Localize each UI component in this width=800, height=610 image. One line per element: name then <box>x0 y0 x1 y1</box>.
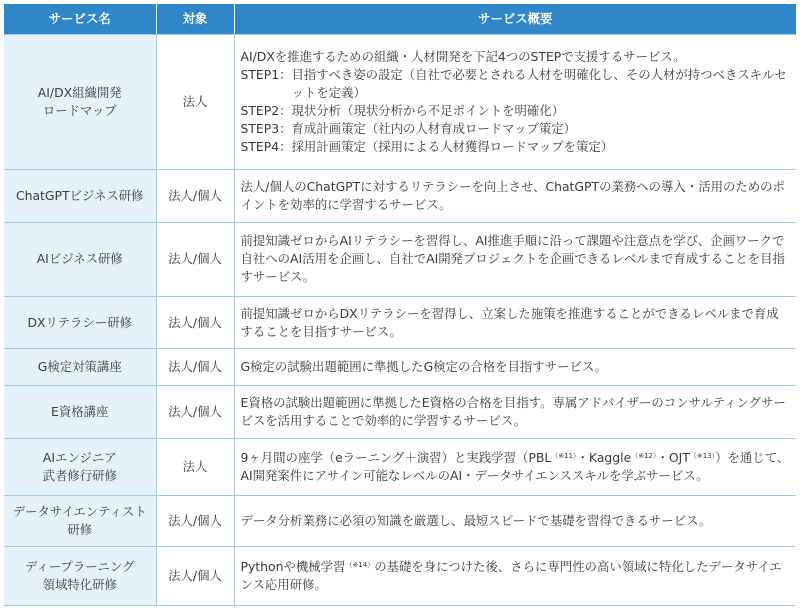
step-item <box>241 102 791 120</box>
summary-fragment: ）を通じて、AI開発案件にアサイン可能なレベルのAI・データサイエンススキルを学ぶサービス。 <box>240 450 790 484</box>
footnote-marker: （※11） <box>551 452 577 461</box>
service-name-cell <box>4 386 156 439</box>
table-row <box>4 223 796 296</box>
service-name: DXリテラシー研修 <box>27 314 132 330</box>
step-label: STEP4： <box>240 139 292 155</box>
service-name-cell <box>4 546 156 605</box>
table-row <box>4 386 796 439</box>
step-text: 現状分析（現状分析から不足ポイントを明確化） <box>291 103 565 119</box>
step-text: 採用計画策定（採用による人材獲得ロードマップを策定） <box>291 139 614 155</box>
step-item <box>241 138 791 156</box>
summary-cell: G検定の試験出題範囲に準拠したG検定の合格を目指すサービス。 <box>234 349 796 386</box>
header-service-summary: サービス概要 <box>234 4 796 35</box>
summary-cell: 前提知識ゼロからAIリテラシーを習得し、AI推進手順に沿って課題や注意点を学び、企画ワークで自社へのAI活用を企画し、自社でAI開発プロジェクトを企画できるレベルまで育成することを目指すサービス。 <box>234 223 796 296</box>
service-name-cell <box>4 170 156 223</box>
footnote-marker: （※12） <box>631 452 657 461</box>
step-text: 育成計画策定（社内の人材育成ロードマップ策定） <box>291 121 577 137</box>
service-name: データサイエンティスト <box>12 503 147 519</box>
service-name: 領域特化研修 <box>42 576 117 592</box>
header-target: 対象 <box>156 4 234 35</box>
target-cell: 法人/個人 <box>156 386 234 439</box>
step-label: STEP2： <box>240 103 292 119</box>
service-name: G検定対策講座 <box>37 359 122 375</box>
summary-intro: AI/DXを推進するための組織・人材開発を下記4つのSTEPで支援するサービス。 <box>240 49 686 65</box>
table-row <box>4 170 796 223</box>
footnote-marker: （※13） <box>689 452 716 461</box>
summary-text <box>241 559 782 592</box>
footnote-marker: （※14） <box>345 560 375 569</box>
service-name: ChatGPTビジネス研修 <box>15 188 144 204</box>
target-cell: 法人 <box>156 439 234 496</box>
table-row <box>4 35 796 170</box>
table-row <box>4 546 796 605</box>
header-service-name: サービス名 <box>4 4 156 35</box>
summary-cell: 法人/個人のChatGPTに対するリテラシーを向上させ、ChatGPTの業務への導入・活用のためのポイントを効率的に学習するサービス。 <box>234 170 796 223</box>
summary-fragment: 9ヶ月間の座学（eラーニング＋演習）と実践学習（PBL <box>240 450 552 466</box>
summary-cell: E資格の試験出題範囲に準拠したE資格の合格を目指す。専属アドバイザーのコンサルティングサービスを活用することで効率的に学習するサービス。 <box>234 386 796 439</box>
summary-fragment: ・Kaggle <box>576 450 632 466</box>
target-cell: 法人/個人 <box>156 296 234 349</box>
step-item <box>241 66 791 102</box>
target-cell: 法人/個人 <box>156 223 234 296</box>
service-name: AIビジネス研修 <box>36 251 123 267</box>
summary-fragment: の基礎を身につけた後、さらに専門性の高い領域に特化したデータサイエンス応用研修。 <box>240 558 782 592</box>
target-cell: 法人/個人 <box>156 546 234 605</box>
service-name-cell <box>4 35 156 170</box>
step-item <box>241 120 791 138</box>
service-name: AIエンジニア <box>42 450 117 466</box>
table-header-row <box>4 4 796 35</box>
summary-cell <box>234 546 796 605</box>
table-row <box>4 496 796 547</box>
target-cell: 法人/個人 <box>156 349 234 386</box>
service-table <box>4 4 796 606</box>
service-name-cell <box>4 439 156 496</box>
service-name: AI/DX組織開発 <box>37 85 122 101</box>
table-row <box>4 296 796 349</box>
service-name: E資格講座 <box>51 404 109 420</box>
summary-fragment: Pythonや機械学習 <box>240 558 346 574</box>
target-cell: 法人 <box>156 35 234 170</box>
service-name: ディープラーニング <box>24 558 135 574</box>
service-name-cell <box>4 296 156 349</box>
service-name-cell <box>4 223 156 296</box>
summary-fragment: ・OJT <box>656 450 690 466</box>
service-name: 研修 <box>67 521 93 537</box>
target-cell: 法人/個人 <box>156 496 234 547</box>
summary-cell <box>234 35 796 170</box>
step-label: STEP3： <box>240 121 292 137</box>
service-name: 武者修行研修 <box>42 468 117 484</box>
service-name: ロードマップ <box>42 103 117 119</box>
summary-text <box>241 450 790 483</box>
target-cell: 法人/個人 <box>156 170 234 223</box>
summary-cell <box>234 439 796 496</box>
step-label: STEP1： <box>240 67 292 83</box>
table-row <box>4 439 796 496</box>
service-name-cell <box>4 496 156 547</box>
step-text: 目指すべき姿の設定（自社で必要とされる人材を明確化し、その人材が持つべきスキルセットを定義） <box>291 67 787 101</box>
service-name-cell <box>4 349 156 386</box>
summary-cell: 前提知識ゼロからDXリテラシーを習得し、立案した施策を推進することができるレベルまで育成することを目指すサービス。 <box>234 296 796 349</box>
summary-cell: データ分析業務に必須の知識を厳選し、最短スピードで基礎を習得できるサービス。 <box>234 496 796 547</box>
table-row <box>4 349 796 386</box>
